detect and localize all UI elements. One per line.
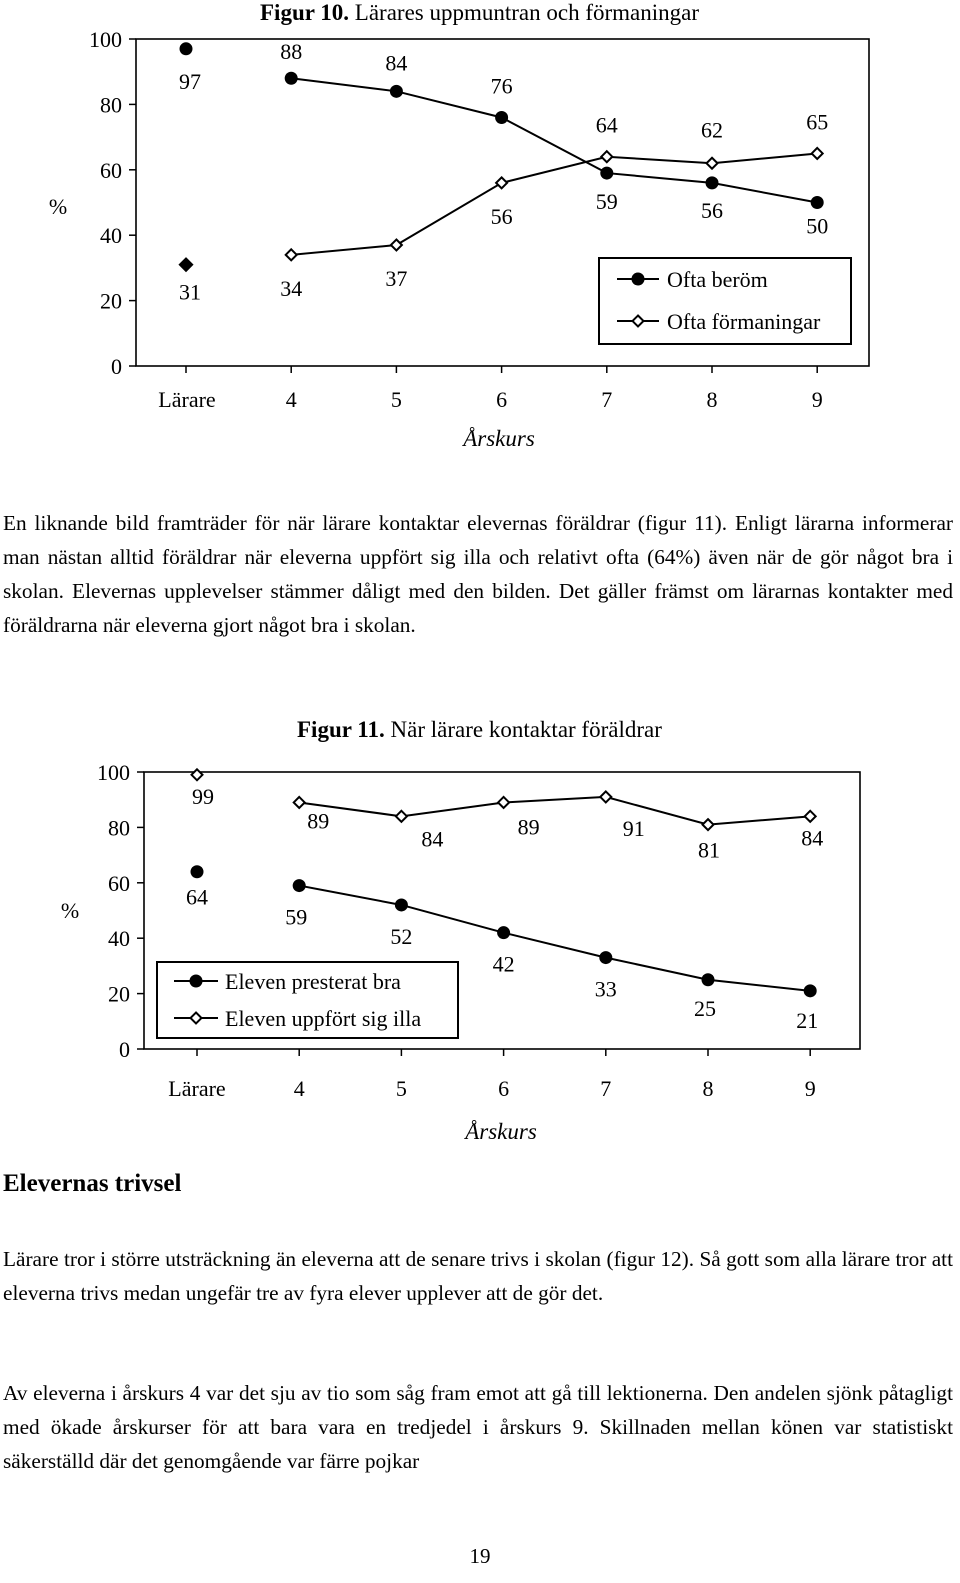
x-tick-label: 9 [804,1076,816,1101]
figure-11-y-axis-label: % [60,898,80,923]
legend-entry-label: Eleven presterat bra [225,969,401,994]
data-label: 37 [385,266,408,292]
legend-entry-label: Ofta beröm [667,267,768,292]
data-point-circle [811,196,824,209]
paragraph-figure-11-intro: En liknande bild framträder för när lärare kontaktar elevernas föräldrar (figur 11). Enligt lärarna informerar man nästan alltid föräldrar när eleverna uppfört sig illa och relativt ofta (64%) även när de gör något bra i skolan. Elevernas upplevelser stämmer dåligt med den bilden. Det gäller främst om lärarnas kontakter med föräldrarna när eleverna gjort något bra i skolan. [3,511,953,637]
data-point-diamond [805,811,816,822]
data-point-diamond [391,240,402,251]
data-point-circle [599,951,612,964]
paragraph-trivsel-2: Av eleverna i årskurs 4 var det sju av tio som såg fram emot att gå till lektionerna. Den andelen sjönk påtagligt med ökade årskurser för att bara vara en tredjedel i årskurs 9. Skillnaden mellan könen var statistiskt säkerställd där det genomgående var färre pojkar [3,1381,953,1473]
figure-11-title: Figur 11. När lärare kontaktar föräldrar [297,717,662,742]
data-point-diamond [396,811,407,822]
x-tick-label: Lärare [168,1076,226,1101]
data-label: 25 [694,995,716,1021]
data-point-diamond [286,249,297,260]
data-label: 31 [179,279,201,305]
data-label: 84 [385,50,408,76]
y-tick-label: 80 [108,815,130,841]
y-tick-label: 60 [108,870,130,896]
data-point-diamond [294,797,305,808]
y-tick-label: 0 [119,1037,130,1062]
x-tick-label: 9 [811,387,823,412]
data-point-diamond [192,769,203,780]
data-label: 91 [622,815,645,841]
data-label: 21 [796,1007,819,1033]
data-point-diamond [812,148,823,159]
data-point-diamond [703,819,714,830]
data-label: 97 [179,68,201,94]
x-tick-label: 4 [293,1076,305,1101]
data-label: 62 [701,117,723,143]
data-point-diamond [496,177,507,188]
paragraph-trivsel-1: Lärare tror i större utsträckning än eleverna att de senare trivs i skolan (figur 12). Så gott som alla lärare tror att eleverna trivs medan ungefär tre av fyra elever upplever att de gör det. [3,1247,953,1305]
y-tick-label: 80 [100,92,122,118]
x-tick-label: Lärare [158,387,216,412]
data-point-circle [497,926,510,939]
y-tick-label: 0 [111,354,122,379]
data-label: 65 [806,109,829,135]
data-point-diamond-filled [180,258,193,271]
data-point-diamond [600,791,611,802]
y-tick-label: 40 [108,926,130,952]
data-label: 64 [595,112,618,138]
data-point-circle [180,42,193,55]
figure-11-chart [0,700,960,1160]
data-label: 34 [280,275,303,301]
y-tick-label: 100 [97,760,130,785]
legend-marker-circle [632,273,645,286]
data-point-circle [285,72,298,85]
data-label: 99 [192,783,214,809]
section-heading-elevernas-trivsel: Elevernas trivsel [3,1170,182,1197]
data-label: 56 [490,203,513,229]
x-tick-label: 5 [390,387,402,412]
figure-10-title: Figur 10. Lärares uppmuntran och förmaningar [260,0,700,25]
data-label: 76 [490,73,513,99]
x-tick-label: 5 [395,1076,407,1101]
data-point-circle [804,984,817,997]
y-tick-label: 40 [100,223,122,249]
data-label: 52 [390,923,413,949]
x-tick-label: 8 [706,387,718,412]
data-label: 89 [307,808,330,834]
y-tick-label: 20 [100,288,122,314]
data-label: 81 [698,837,720,863]
series-line [291,78,817,202]
figure-11-x-axis-label: Årskurs [465,1119,537,1144]
data-label: 56 [701,197,723,223]
x-tick-label: 8 [702,1076,714,1101]
y-tick-label: 60 [100,157,122,183]
figure-10-chart [0,0,960,470]
data-point-diamond [707,158,718,169]
x-tick-label: 6 [498,1076,510,1101]
y-tick-label: 100 [89,27,122,52]
data-label: 89 [517,814,540,840]
data-label: 84 [421,826,444,852]
series-line [291,153,817,254]
data-label: 50 [806,213,829,239]
x-tick-label: 4 [285,387,297,412]
page-number: 19 [469,1544,491,1568]
data-point-circle [495,111,508,124]
legend-entry-label: Ofta förmaningar [667,309,821,334]
legend-marker-circle [190,975,203,988]
data-label: 59 [285,904,308,930]
x-tick-label: 7 [601,387,613,412]
legend-entry-label: Eleven uppfört sig illa [225,1006,422,1031]
data-point-diamond [601,151,612,162]
data-point-circle [395,898,408,911]
data-label: 84 [801,825,824,851]
data-point-diamond [498,797,509,808]
data-point-circle [191,865,204,878]
data-point-circle [706,176,719,189]
data-label: 64 [186,884,208,910]
figure-10-y-axis-label: % [48,194,68,219]
figure-10-x-axis-label: Årskurs [463,426,535,451]
series-line [299,797,810,825]
data-label: 59 [595,189,618,215]
data-label: 33 [594,976,617,1002]
x-tick-label: 7 [600,1076,612,1101]
data-point-circle [702,973,715,986]
y-tick-label: 20 [108,981,130,1007]
data-point-circle [600,167,613,180]
data-label: 88 [280,39,303,65]
data-point-circle [390,85,403,98]
data-label: 42 [492,951,515,977]
x-tick-label: 6 [496,387,508,412]
data-point-circle [293,879,306,892]
